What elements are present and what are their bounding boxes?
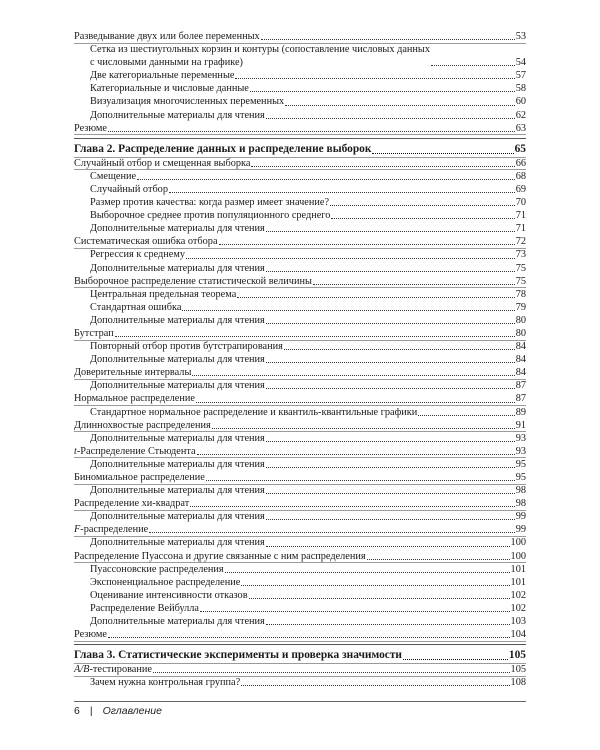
toc-entry-page: 63 bbox=[515, 122, 526, 134]
toc-entry[interactable] bbox=[74, 69, 526, 82]
toc-entry-page: 95 bbox=[515, 472, 526, 483]
dot-leader bbox=[186, 258, 515, 259]
toc-entry-page: 84 bbox=[515, 341, 526, 353]
dot-leader bbox=[196, 402, 515, 403]
dot-leader bbox=[200, 611, 510, 612]
toc-entry[interactable] bbox=[74, 471, 526, 484]
toc-entry-label: Категориальные и числовые данные bbox=[90, 83, 249, 95]
toc-entry-page: 58 bbox=[515, 83, 526, 95]
toc-entry-page: 100 bbox=[510, 550, 526, 562]
dot-leader bbox=[182, 310, 514, 311]
toc-entry-page: 75 bbox=[515, 275, 526, 287]
toc-entry[interactable] bbox=[74, 183, 526, 196]
dot-leader bbox=[225, 572, 510, 573]
toc-entry[interactable] bbox=[74, 445, 526, 458]
toc-entry[interactable] bbox=[74, 314, 526, 327]
table-of-contents bbox=[74, 30, 526, 689]
toc-entry[interactable] bbox=[74, 406, 526, 419]
toc-entry-page: 101 bbox=[510, 576, 526, 588]
toc-entry-label-rest: -тестирование bbox=[89, 664, 152, 676]
toc-entry-label: Дополнительные материалы для чтения bbox=[90, 616, 265, 628]
toc-entry[interactable] bbox=[74, 82, 526, 95]
dot-leader bbox=[367, 559, 510, 560]
toc-entry-label-line1: Сетка из шестиугольных корзин и контуры (сопоставление числовых данных bbox=[90, 44, 430, 56]
dot-leader bbox=[266, 271, 515, 272]
toc-entry-label: Дополнительные материалы для чтения bbox=[90, 109, 265, 121]
toc-entry-page: 101 bbox=[510, 563, 526, 575]
dot-leader bbox=[372, 153, 513, 154]
toc-entry[interactable] bbox=[74, 43, 526, 69]
toc-entry-page: 108 bbox=[510, 677, 526, 689]
toc-entry[interactable] bbox=[74, 589, 526, 602]
toc-entry-label: Резюме bbox=[74, 629, 107, 641]
dot-leader bbox=[266, 546, 510, 547]
dot-leader bbox=[108, 637, 510, 638]
dot-leader bbox=[266, 231, 515, 232]
dot-leader bbox=[169, 192, 515, 193]
toc-entry-label: Длиннохвостые распределения bbox=[74, 419, 211, 431]
dot-leader bbox=[235, 78, 514, 79]
dot-leader bbox=[418, 415, 514, 416]
toc-entry-page: 62 bbox=[515, 109, 526, 121]
toc-entry-label-rest: -распределение bbox=[80, 524, 149, 536]
toc-entry-page: 70 bbox=[515, 197, 526, 209]
dot-leader bbox=[331, 218, 514, 219]
toc-entry[interactable] bbox=[74, 122, 526, 135]
toc-entry-page: 66 bbox=[515, 157, 526, 169]
toc-entry-page: 73 bbox=[515, 249, 526, 261]
toc-entry-page: 99 bbox=[515, 511, 526, 523]
toc-entry[interactable] bbox=[74, 602, 526, 615]
toc-entry[interactable] bbox=[74, 615, 526, 628]
dot-leader bbox=[313, 284, 515, 285]
toc-entry-label: Центральная предельная теорема bbox=[90, 288, 237, 300]
toc-entry[interactable] bbox=[74, 563, 526, 576]
toc-entry-label bbox=[74, 663, 152, 676]
toc-entry-page: 102 bbox=[510, 589, 526, 601]
toc-entry-label-italic: F bbox=[74, 524, 81, 536]
toc-entry-label: Выборочное среднее против популяционного среднего bbox=[90, 210, 331, 222]
toc-entry[interactable] bbox=[74, 576, 526, 589]
toc-entry-page: 103 bbox=[510, 616, 526, 628]
footer-separator: | bbox=[89, 705, 93, 717]
toc-entry[interactable] bbox=[74, 95, 526, 108]
toc-entry-page: 93 bbox=[515, 445, 526, 457]
toc-entry-label-italic: A/B bbox=[74, 664, 90, 676]
toc-entry-page: 98 bbox=[515, 498, 526, 510]
dot-leader bbox=[330, 205, 515, 206]
toc-entry-page: 71 bbox=[515, 210, 526, 222]
toc-entry-page: 98 bbox=[515, 485, 526, 497]
toc-entry[interactable] bbox=[74, 248, 526, 261]
toc-entry[interactable] bbox=[74, 235, 526, 248]
dot-leader bbox=[153, 672, 510, 673]
dot-leader bbox=[431, 65, 515, 66]
toc-entry[interactable] bbox=[74, 379, 526, 392]
toc-entry[interactable] bbox=[74, 366, 526, 379]
chapter-page: 105 bbox=[508, 649, 526, 662]
toc-entry-label-italic: t bbox=[74, 445, 77, 457]
dot-leader bbox=[261, 39, 515, 40]
dot-leader bbox=[266, 441, 515, 442]
toc-entry-page: 99 bbox=[515, 524, 526, 536]
dot-leader bbox=[249, 598, 510, 599]
toc-entry-label: Стандартное нормальное распределение и квантиль-квантильные графики bbox=[90, 406, 418, 418]
toc-entry-label: Дополнительные материалы для чтения bbox=[90, 511, 265, 523]
toc-entry-page: 105 bbox=[510, 664, 526, 676]
toc-entry[interactable] bbox=[74, 109, 526, 122]
chapter-page: 65 bbox=[514, 142, 526, 155]
toc-entry-label bbox=[74, 523, 148, 536]
toc-entry[interactable] bbox=[74, 327, 526, 340]
toc-entry-label: Случайный отбор и смещенная выборка bbox=[74, 157, 251, 169]
toc-entry-page: 69 bbox=[515, 183, 526, 195]
toc-entry-page: 68 bbox=[515, 170, 526, 182]
toc-entry-page: 71 bbox=[515, 223, 526, 235]
toc-entry[interactable] bbox=[74, 536, 526, 549]
toc-entry-label: Нормальное распределение bbox=[74, 393, 195, 405]
toc-entry-label: Резюме bbox=[74, 122, 107, 134]
toc-entry-page: 54 bbox=[515, 57, 526, 69]
toc-entry-page: 95 bbox=[515, 458, 526, 470]
toc-entry-label: Дополнительные материалы для чтения bbox=[90, 314, 265, 326]
toc-entry[interactable] bbox=[74, 523, 526, 536]
toc-entry-label: Пуассоновские распределения bbox=[90, 563, 224, 575]
dot-leader bbox=[266, 624, 510, 625]
dot-leader bbox=[137, 179, 515, 180]
toc-entry-label bbox=[90, 43, 430, 69]
dot-leader bbox=[266, 323, 515, 324]
dot-leader bbox=[266, 519, 515, 520]
toc-entry-label: Доверительные интервалы bbox=[74, 367, 192, 379]
toc-entry-label: Дополнительные материалы для чтения bbox=[90, 485, 265, 497]
dot-leader bbox=[206, 480, 515, 481]
dot-leader bbox=[266, 362, 515, 363]
toc-entry-page: 80 bbox=[515, 314, 526, 326]
toc-entry-label: Выборочное распределение статистической величины bbox=[74, 275, 312, 287]
toc-entry-page: 93 bbox=[515, 432, 526, 444]
toc-entry[interactable] bbox=[74, 340, 526, 353]
toc-entry-label: Дополнительные материалы для чтения bbox=[90, 537, 265, 549]
dot-leader bbox=[250, 91, 515, 92]
toc-entry-label: Распределение Вейбулла bbox=[90, 602, 199, 614]
toc-entry[interactable] bbox=[74, 432, 526, 445]
toc-entry[interactable] bbox=[74, 663, 526, 676]
dot-leader bbox=[108, 131, 515, 132]
toc-entry-label: Бутстрап bbox=[74, 327, 114, 339]
dot-leader bbox=[219, 244, 515, 245]
toc-entry[interactable] bbox=[74, 301, 526, 314]
chapter-title: Глава 2. Распределение данных и распределение выборок bbox=[74, 142, 372, 155]
toc-entry[interactable] bbox=[74, 170, 526, 183]
toc-entry[interactable] bbox=[74, 419, 526, 432]
dot-leader bbox=[149, 532, 514, 533]
toc-entry-page: 72 bbox=[515, 236, 526, 248]
toc-entry[interactable] bbox=[74, 30, 526, 43]
toc-entry[interactable] bbox=[74, 196, 526, 209]
toc-entry-page: 84 bbox=[515, 354, 526, 366]
toc-entry-label: Дополнительные материалы для чтения bbox=[90, 432, 265, 444]
toc-entry[interactable] bbox=[74, 550, 526, 563]
toc-entry-label: Случайный отбор bbox=[90, 183, 168, 195]
toc-entry[interactable] bbox=[74, 157, 526, 170]
toc-entry-page: 91 bbox=[515, 419, 526, 431]
toc-entry-label: Дополнительные материалы для чтения bbox=[90, 354, 265, 366]
dot-leader bbox=[266, 118, 515, 119]
toc-entry-label: Две категориальные переменные bbox=[90, 70, 235, 82]
toc-entry[interactable] bbox=[74, 288, 526, 301]
toc-entry-page: 89 bbox=[515, 406, 526, 418]
dot-leader bbox=[403, 659, 508, 660]
toc-entry-label: Дополнительные материалы для чтения bbox=[90, 223, 265, 235]
toc-entry-label: Дополнительные материалы для чтения bbox=[90, 262, 265, 274]
toc-entry[interactable] bbox=[74, 209, 526, 222]
toc-entry[interactable] bbox=[74, 458, 526, 471]
toc-entry-label: Размер против качества: когда размер имеет значение? bbox=[90, 197, 330, 209]
toc-entry-page: 87 bbox=[515, 393, 526, 405]
footer-page-number: 6 bbox=[74, 705, 80, 717]
toc-entry-label: Дополнительные материалы для чтения bbox=[90, 458, 265, 470]
toc-entry[interactable] bbox=[74, 676, 526, 689]
toc-entry-label: Зачем нужна контрольная группа? bbox=[90, 677, 241, 689]
toc-entry-label: Распределение Пуассона и другие связанные с ним распределения bbox=[74, 550, 366, 562]
toc-entry-page: 75 bbox=[515, 262, 526, 274]
toc-entry-page: 100 bbox=[510, 537, 526, 549]
toc-entry[interactable] bbox=[74, 222, 526, 235]
toc-entry-page: 102 bbox=[510, 602, 526, 614]
dot-leader bbox=[266, 388, 515, 389]
chapter-title: Глава 3. Статистические эксперименты и проверка значимости bbox=[74, 649, 402, 662]
toc-entry-page: 79 bbox=[515, 301, 526, 313]
dot-leader bbox=[285, 105, 515, 106]
toc-entry-page: 53 bbox=[515, 31, 526, 42]
toc-entry[interactable] bbox=[74, 628, 526, 641]
toc-entry-label: Распределение хи-квадрат bbox=[74, 498, 190, 510]
toc-entry[interactable] bbox=[74, 484, 526, 497]
dot-leader bbox=[237, 297, 514, 298]
toc-entry-page: 104 bbox=[510, 629, 526, 641]
dot-leader bbox=[284, 349, 515, 350]
dot-leader bbox=[241, 685, 509, 686]
dot-leader bbox=[212, 428, 515, 429]
toc-entry-label: Смещение bbox=[90, 170, 137, 182]
toc-entry[interactable] bbox=[74, 353, 526, 366]
dot-leader bbox=[190, 506, 514, 507]
toc-entry-label: Стандартная ошибка bbox=[90, 301, 182, 313]
toc-entry-label-rest: -Распределение Стьюдента bbox=[76, 445, 196, 457]
dot-leader bbox=[266, 467, 515, 468]
dot-leader bbox=[192, 375, 514, 376]
toc-chapter-3[interactable] bbox=[74, 647, 526, 663]
toc-entry-label: Повторный отбор против бутстрапирования bbox=[90, 341, 283, 353]
toc-entry-label: Разведывание двух или более переменных bbox=[74, 31, 260, 42]
toc-entry-label: Экспоненциальное распределение bbox=[90, 576, 241, 588]
toc-entry-page: 87 bbox=[515, 380, 526, 392]
toc-entry-page: 84 bbox=[515, 367, 526, 379]
toc-entry-label bbox=[74, 445, 196, 458]
toc-entry-page: 78 bbox=[515, 288, 526, 300]
toc-entry[interactable] bbox=[74, 510, 526, 523]
toc-entry[interactable] bbox=[74, 497, 526, 510]
dot-leader bbox=[266, 493, 515, 494]
toc-entry-label: Дополнительные материалы для чтения bbox=[90, 380, 265, 392]
toc-entry[interactable] bbox=[74, 275, 526, 288]
page-footer bbox=[74, 701, 526, 717]
toc-chapter-2[interactable] bbox=[74, 141, 526, 157]
footer-section-title: Оглавление bbox=[102, 705, 162, 717]
dot-leader bbox=[197, 454, 515, 455]
toc-entry-label: Визуализация многочисленных переменных bbox=[90, 96, 285, 108]
toc-entry-label: Регрессия к среднему bbox=[90, 249, 186, 261]
toc-entry-page: 80 bbox=[515, 327, 526, 339]
toc-entry[interactable] bbox=[74, 262, 526, 275]
dot-leader bbox=[251, 166, 514, 167]
toc-entry-page: 57 bbox=[515, 70, 526, 82]
toc-entry[interactable] bbox=[74, 392, 526, 405]
toc-entry-label-line2: с числовыми данными на графике) bbox=[90, 57, 243, 69]
toc-entry-label: Биномиальное распределение bbox=[74, 472, 205, 483]
dot-leader bbox=[115, 336, 515, 337]
toc-entry-label: Оценивание интенсивности отказов bbox=[90, 589, 248, 601]
dot-leader bbox=[241, 585, 509, 586]
toc-entry-label: Систематическая ошибка отбора bbox=[74, 236, 218, 248]
toc-entry-page: 60 bbox=[515, 96, 526, 108]
